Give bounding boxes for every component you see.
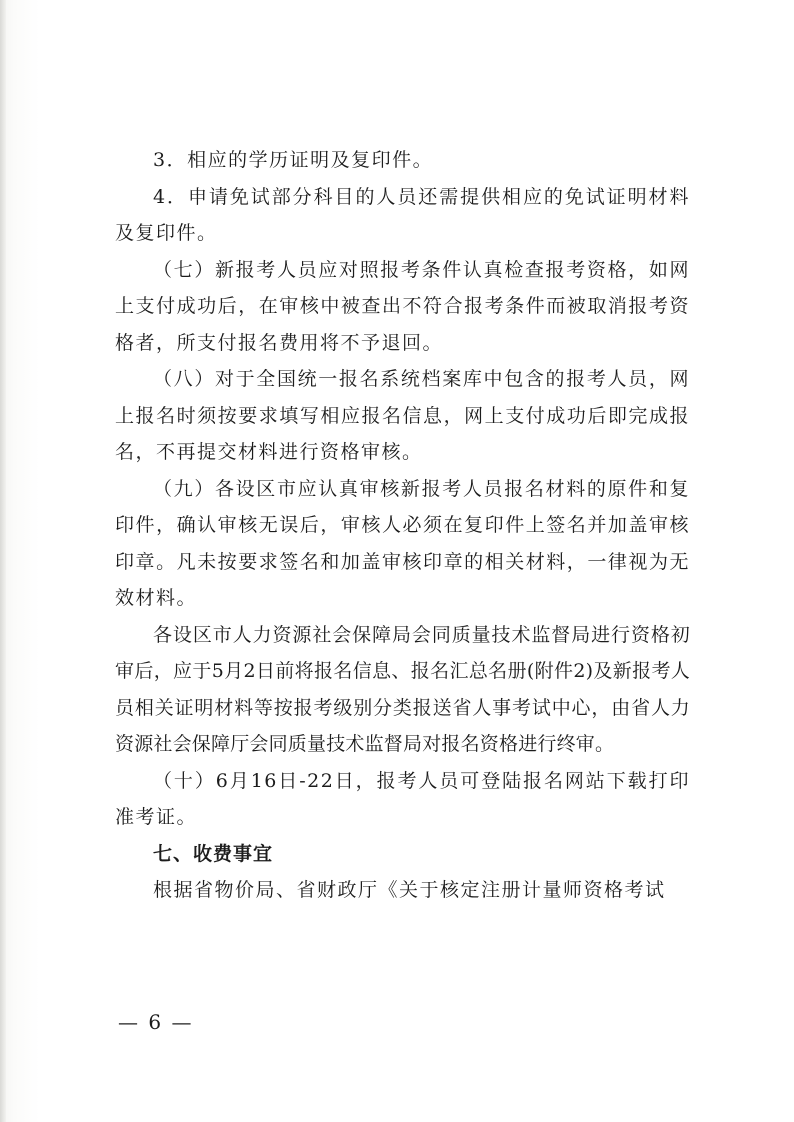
paragraph-fees-intro: 根据省物价局、省财政厅《关于核定注册计量师资格考试 — [153, 879, 666, 901]
paragraph-item-4: 4．申请免试部分科目的人员还需提供相应的免试证明材料及复印件。 — [115, 185, 690, 244]
paragraph-section-10: （十）6月16日-22日，报考人员可登陆报名网站下载打印准考证。 — [115, 769, 690, 828]
paragraph-section-8: （八）对于全国统一报名系统档案库中包含的报考人员，网上报名时须按要求填写相应报名信息，网上支付成功后即完成报名，不再提交材料进行资格审核。 — [115, 368, 690, 463]
paragraph-review-process: 各设区市人力资源社会保障局会同质量技术监督局进行资格初审后，应于5月2日前将报名信息、报名汇总名册(附件2)及新报考人员相关证明材料等按报考级别分类报送省人事考试中心，由省人力资源社会保障厅会同质量技术监督局对报名资格进行终审。 — [115, 623, 690, 755]
page-binding-edge — [0, 0, 6, 1122]
paragraph-section-7: （七）新报考人员应对照报考条件认真检查报考资格，如网上支付成功后，在审核中被查出不符合报考条件而被取消报考资格者，所支付报名费用将不予退回。 — [115, 258, 690, 354]
page-number: — 6 — — [118, 1010, 194, 1034]
document-body — [115, 142, 690, 909]
paragraph-section-9: （九）各设区市应认真审核新报考人员报名材料的原件和复印件，确认审核无误后，审核人必须在复印件上签名并加盖审核印章。凡未按要求签名和加盖审核印章的相关材料，一律视为无效材料。 — [115, 477, 690, 609]
paragraph-item-3: 3．相应的学历证明及复印件。 — [153, 149, 434, 171]
section-heading-fees: 七、收费事宜 — [153, 842, 274, 865]
